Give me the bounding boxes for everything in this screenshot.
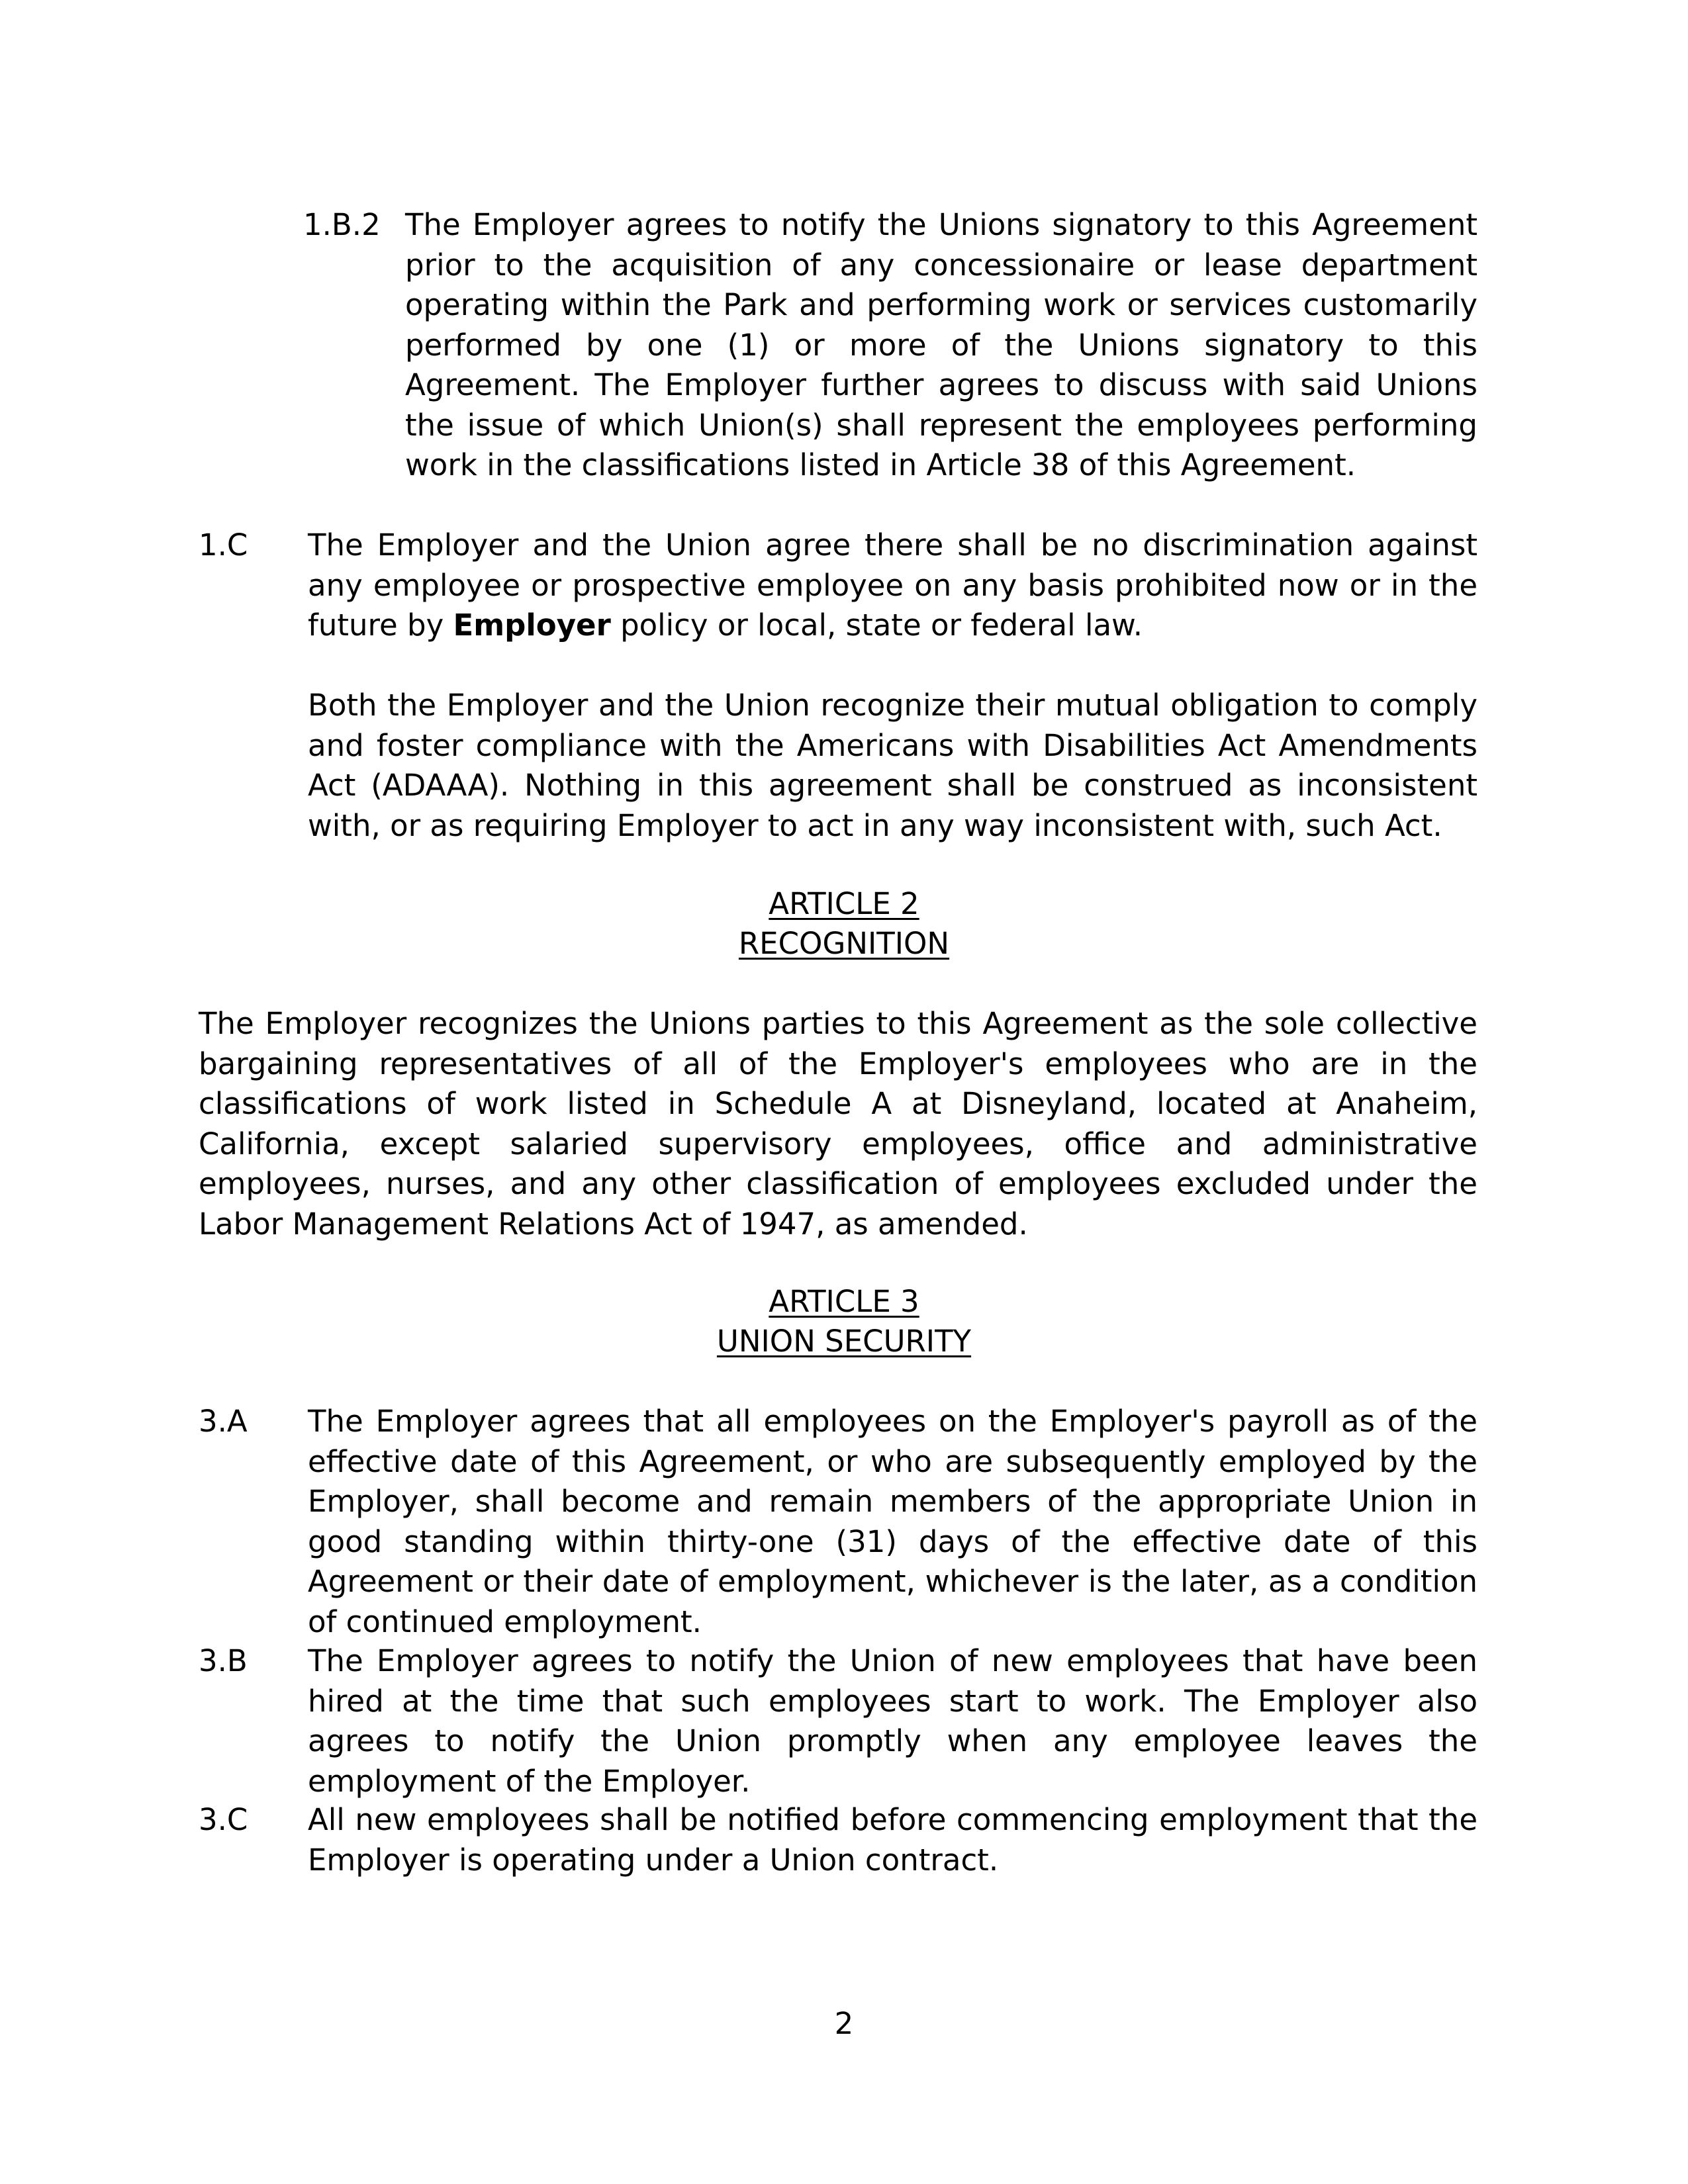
section-text-1c-part1: The Employer and the Union agree there shall be no discrimination against any employee or prospective employee on any basis prohibited now or in the future by	[308, 527, 1477, 643]
section-text-1c-paragraph2: Both the Employer and the Union recognize their mutual obligation to comply and foster compliance with the Americans with Disabilities Act Amendments Act (ADAAA). Nothing in this agreement shall be construed as inconsistent with, or as requiring Employer to act in any way inconsistent with, such Act.	[308, 688, 1477, 843]
article-3-number: ARTICLE 3	[769, 1284, 919, 1319]
section-text-1c	[308, 525, 1477, 646]
section-text-1c-part2: policy or local, state or federal law.	[610, 608, 1143, 643]
article-2-number: ARTICLE 2	[769, 886, 919, 921]
section-text-1b2: The Employer agrees to notify the Unions signatory to this Agreement prior to the acquisition of any concessionaire or lease department operating within the Park and performing work or services customarily performed by one (1) or more of the Unions signatory to this Agreement. The Employer further agrees to discuss with said Unions the issue of which Union(s) shall represent the employees performing work in the classifications listed in Article 38 of this Agreement.	[405, 207, 1477, 482]
article-3-title: UNION SECURITY	[716, 1324, 972, 1359]
article-2-text: The Employer recognizes the Unions parties to this Agreement as the sole collective bargaining representatives of all of the Employer's employees who are in the classifications of work listed in Schedule A at Disneyland, located at Anaheim, California, except salaried supervisory employees, office and administrative employees, nurses, and any other classification of employees excluded under the Labor Management Relations Act of 1947, as amended.	[199, 1006, 1477, 1242]
section-text-3c: All new employees shall be notified before commencing employment that the Employer is operating under a Union contract.	[308, 1802, 1477, 1878]
section-label-3b: 3.B	[199, 1643, 248, 1678]
section-text-1c-bold: Employer	[453, 608, 611, 643]
page-number: 2	[834, 2006, 854, 2041]
section-text-3b: The Employer agrees to notify the Union of new employees that have been hired at the time that such employees start to work. The Employer also agrees to notify the Union promptly when any employee leaves the employment of the Employer.	[308, 1643, 1477, 1799]
section-text-3a: The Employer agrees that all employees on the Employer's payroll as of the effective date of this Agreement, or who are subsequently employed by the Employer, shall become and remain members of the appropriate Union in good standing within thirty-one (31) days of the effective date of this Agreement or their date of employment, whichever is the later, as a condition of continued employment.	[308, 1404, 1477, 1639]
article-2-title: RECOGNITION	[738, 926, 950, 961]
section-label-3a: 3.A	[199, 1404, 248, 1439]
section-label-1b2: 1.B.2	[303, 207, 381, 242]
section-label-3c: 3.C	[199, 1802, 248, 1837]
section-label-1c: 1.C	[199, 527, 248, 563]
